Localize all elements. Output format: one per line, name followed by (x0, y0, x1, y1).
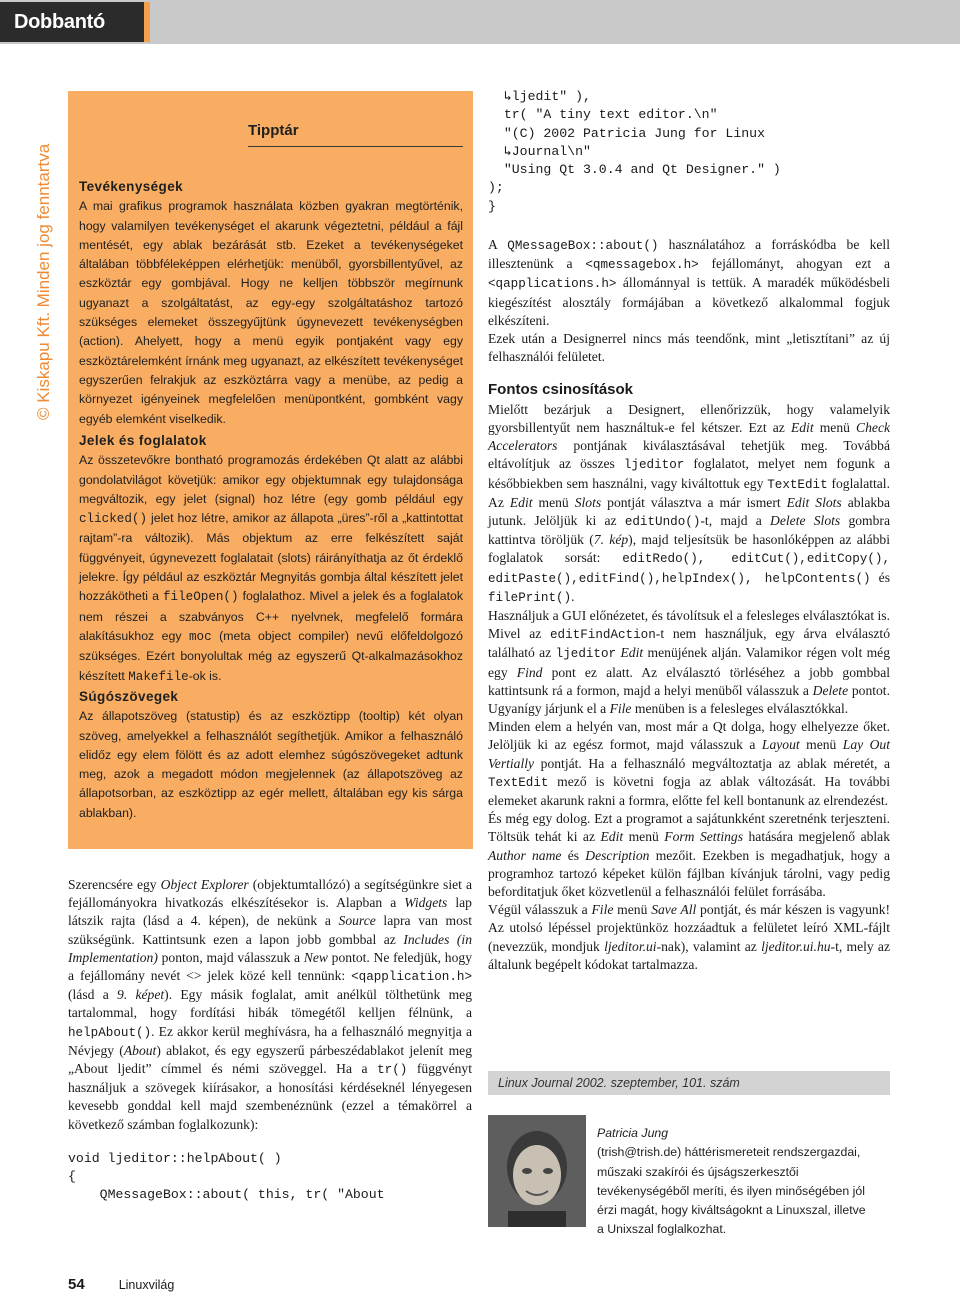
text-run: filePrint() (488, 590, 572, 605)
tip-heading: Jelek és foglalatok (79, 433, 207, 448)
text-run: TextEdit (767, 477, 828, 492)
text-run: File (591, 902, 614, 918)
text-run: menü (623, 829, 665, 845)
text-run: Edit Slots (786, 494, 842, 510)
text-run: menü (799, 737, 843, 753)
text-run: pontját választva a már ismert (601, 494, 787, 510)
text-run: . (571, 588, 575, 604)
text-run: És még egy dolog. Ezt a programot a sajátunkként szeretnénk terjeszteni. Töltsük tehát ki az (488, 811, 890, 845)
text-run: menü (532, 494, 575, 510)
text-run: ablakba jutunk. Jelöljük ki az (488, 494, 890, 528)
author-portrait-icon (488, 1115, 586, 1227)
text-run: Widgets (404, 895, 448, 911)
text-run: ) ablakot, és egy egyszerű párbeszédablakot jelenít meg „About ljedit” címmel és némi szöveggel. Ha a (68, 1042, 473, 1077)
text-run: <qmessagebox.h> (585, 258, 699, 273)
text-run: lap látszik rajta (lásd a 4. képen), de nekünk a (68, 895, 472, 929)
text-run: 9. képet (117, 987, 165, 1003)
text-run: tr() (377, 1063, 408, 1078)
text-run: TextEdit (488, 775, 549, 790)
body-paragraph (488, 401, 890, 607)
text-run: Lay Out Vertially (488, 737, 890, 771)
text-run: Description (585, 847, 650, 863)
right-column (488, 88, 890, 974)
text-run: ljeditor.ui (604, 938, 657, 954)
text-run: Edit (509, 494, 533, 510)
text-run: használatához a forráskódba be kell illesztenünk a (488, 237, 890, 272)
text-run: Form Settings (664, 829, 744, 845)
body-paragraph (488, 236, 890, 330)
text-run: hatására megjelenő ablak (743, 829, 891, 845)
text-run: Használjuk a GUI előnézetet, és távolítsuk el a felesleges elválasztókat is. Mivel az (488, 607, 890, 642)
text-run: ljeditor.ui.hu (761, 938, 831, 954)
text-run: állománnyal is tettük. A maradék működésbeli kiegészítést alosztály formájában a következő alkalommal fogjuk elkészíteni. (488, 275, 890, 328)
page-footer (68, 1276, 174, 1293)
text-run: és (561, 847, 586, 863)
text-run: Save All (651, 902, 697, 918)
text-run: ). Egy másik foglalat, amit anélkül tölthetünk meg tartalommal, hogy fordítási hibák tömegétől kelljen félnünk, a (68, 987, 472, 1021)
text-run: Object Explorer (160, 877, 249, 892)
text-run: -ok is. (188, 668, 222, 683)
text-run: (meta object compiler) nevű előfeldolgozó szükséges. Ezért bonyolultak még az egyszerű Qt-alkalmazásokhoz készített (79, 628, 464, 683)
text-run: foglalathoz. Mivel a jelek és a foglalatok nem részei a szabványos C++ nyelvnek, megfelelő formára alakításukhoz egy (79, 589, 463, 643)
text-run: pontot. Ne feledjük, hogy a fejállomány nevét <> jelek közé kell tennünk: (68, 949, 472, 984)
text-run: . Ez akkor kerül meghívásra, ha a felhasználó megnyitja a Névjegy ( (68, 1023, 472, 1058)
author-bio: (trish@trish.de) háttérismereteit rendszergazdai, műszaki szakírói és újságszerkesztői tevékenységéből meríti, és ilyen minőségében jól érzi magát, hogy kiváltságoknt a Linuxszal, illetve a Unixszal foglalkozhat. (597, 1145, 866, 1237)
author-name: Patricia Jung (597, 1126, 669, 1140)
text-run: jelet hoz létre, amikor az állapota „üres”-ről a „kattintottat rajtam”-ra változik). Más objektum az erre felkészített saját függvényeit, úgynevezett foglalatait (slots) ráirányíthatja az őt érdeklő jelekre. Így például az eszköztár Megnyitás gombja által készített jelet hozzákötheti a (79, 511, 463, 604)
text-run: Delete (812, 682, 849, 698)
text-run: Layout (761, 737, 800, 753)
text-run: pontot. Ugyanígy járjunk el a (488, 682, 890, 716)
text-run: Edit (790, 419, 814, 435)
text-run: pontjának kiválasztásával tehetjük meg. Továbbá eltávolítjuk az összes (488, 438, 890, 472)
tip-paragraph: A mai grafikus programok használata közben gyakran megtörténik, hogy valamilyen tevékenységet el akarunk végeztetni, például a fájl mentését, egy ablak bezárását stb. Ezeket a tevékenységeket általában többféleképpen elérhetjük: menüből, gyorsbillentyűvel, az eszköztár egy gombjával. Hogy ne kelljen többször megírnunk ugyanazt a szolgáltatást, az egy-egy szolgáltatáshoz tartozó szükséges elemeket összegyűjtünk úgynevezett tevékenységben (action). Ahelyett, hogy a menü egyik pontjaként vagy egy eszköztárelemként írnánk meg ugyanazt, az elkészített tevékenységet egyszerűen felrakjuk az eszköztárra vagy a menübe, az pedig a környezet igényeinek megfelelően menüpontként, gombként vagy egyéb elemként viselkedik. (79, 199, 463, 426)
tip-box (68, 91, 473, 849)
body-paragraph (488, 810, 890, 901)
code-block: void ljeditor::helpAbout( ) { QMessageBox::about( this, tr( "About (68, 1150, 385, 1203)
text-run: Find (516, 664, 543, 680)
text-run: Delete Slots (770, 512, 841, 528)
text-run: ), majd teljesítsük be hasonlóképpen az alábbi foglalatok sorsát: (488, 532, 890, 566)
code-run: Makefile (128, 669, 189, 684)
tip-box-title: Tipptár (248, 121, 463, 147)
text-run: foglalattal. Az (488, 475, 890, 510)
text-run: Mielőtt bezárjuk a Designert, ellenőrizzük, hogy valamelyik gyorsbillentyűt nem használtuk-e fel kétszer. Ezt az (488, 401, 890, 435)
text-run: gombra kattintva töröljük ( (488, 512, 890, 548)
tip-paragraph: Az állapotszöveg (statustip) és az eszköztipp (tooltip) két olyan szöveg, amelyekkel a felhasználót segíthetjük. Amikor a felhasználó elidőz egy elem fölött és az adott elemhez súgószövegeket adtunk meg, azok a megadott módon megjelennek (az állapotszöveg az állapotsorban, az eszköztipp az egér mellett, általában egy kis sárga ablakban). (79, 709, 463, 820)
text-run: Minden elem a helyén van, most már a Qt dolga, hogy elhelyezze őket. Jelöljük ki az egész formot, majd válasszuk a (488, 719, 890, 753)
author-info (597, 1124, 867, 1240)
tip-heading: Súgószövegek (79, 689, 179, 704)
text-run: Az összetevőkre bontható programozás érdekében Qt alatt az alábbi gondolatvilágot követjük: amikor egy objektumnak egy tulajdonsága megváltozik, egy jelet (signal) hoz létre (egy gomb például egy (79, 453, 463, 506)
text-run: -t, mely az általunk begépelt kódokat tartalmazza. (488, 938, 890, 972)
body-paragraph: Ezek után a Designerrel nincs más teendőnk, mint „letisztítani” az új felhasználói felületet. (488, 331, 890, 365)
text-run: A (488, 237, 508, 253)
source-note: Linux Journal 2002. szeptember, 101. szám (488, 1071, 890, 1095)
text-run: helpAbout() (68, 1025, 152, 1040)
text-run: menüben is a felesleges elválasztókkal. (631, 700, 849, 716)
magazine-name: Linuxvilág (118, 1278, 175, 1292)
code-run: fileOpen() (162, 590, 239, 605)
text-run: editFindAction (549, 628, 656, 643)
text-run: (objektumtallózó) a segítségünkre siet a fejállományokra hivatkozás elkészítésekor is. Alapban a (68, 877, 473, 911)
copyright-text: © Kiskapu Kft. Minden jog fenntartva (34, 143, 53, 420)
section-tab: Dobbantó (0, 2, 150, 42)
text-run: pontját. Ha a felhasználó megváltoztatja az ablak méretét, a (534, 755, 890, 771)
text-run: menü (813, 419, 857, 435)
text-run: editRedo(), editCut(),editCopy(), editPaste(),editFind(),helpIndex(), helpContents() (488, 552, 890, 586)
text-run: Slots (574, 494, 602, 510)
text-run: Includes (in Implementation) (68, 931, 472, 965)
text-run: Szerencsére egy (68, 877, 161, 892)
text-run: ponton, majd válasszuk a (157, 949, 304, 965)
text-run: About (123, 1042, 157, 1058)
left-column (68, 876, 472, 1205)
text-run: ljeditor (623, 458, 685, 473)
text-run: Author name (488, 847, 562, 863)
text-run: foglalatot, melyet nem fogunk a későbbiekben sem használni, vagy kiváltottuk egy (488, 456, 890, 491)
body-paragraph (488, 718, 890, 810)
text-run: New (303, 949, 328, 965)
text-run: pontját, és már készen is vagyunk! Az utolsó lépéssel projektünköz hozzáadtuk a felületet leíró XML-fájlt (nevezzük, mondjuk (488, 902, 891, 954)
code-block: ↳ljedit" ), tr( "A tiny text editor.\n" "(C) 2002 Patricia Jung for Linux ↳Journal\n" "Using Qt 3.0.4 and Qt Designer." ) ); } (488, 89, 781, 214)
text-run: Végül válasszuk a (488, 902, 592, 918)
text-run: (lásd a (68, 987, 118, 1003)
text-run: Source (338, 913, 376, 929)
text-run: menüjének alján. Valamikor régen volt még egy (488, 645, 891, 680)
text-run: -nak), valamint az (656, 938, 762, 954)
text-run: -t, majd a (700, 512, 771, 528)
text-run: -t nem használjuk, egy árva elválasztó található az (488, 626, 890, 661)
author-photo (488, 1115, 586, 1227)
tip-section-helptexts (79, 687, 463, 823)
text-run: <qapplications.h> (488, 277, 617, 292)
text-run: Edit (600, 829, 624, 845)
text-run: Check Accelerators (488, 419, 891, 454)
text-run: lapra van most szükségünk. Kattintsunk ezen a lapon jobb gombbal az (68, 913, 472, 947)
text-run: Edit (616, 645, 644, 661)
text-run: editUndo() (624, 514, 701, 529)
text-run: <qapplication.h> (351, 970, 472, 985)
text-run: menü (613, 902, 652, 918)
text-run: mezőit. Ezekben is megadhatjuk, hogy a programhoz tartozó képeket külön fájlban kívánjuk tárolni, vagy pedig beforditatjuk őket közvetlenül a felhasználói felület forrásába. (488, 847, 890, 899)
tip-heading: Tevékenységek (79, 179, 184, 194)
text-run: mező is követni fogja az ablak változását. Ha további elemeket akarunk rakni a formra, előtte fel kell bontanunk az elrendezést. (488, 773, 890, 808)
code-run: moc (188, 629, 212, 644)
text-run: ljeditor (555, 647, 617, 662)
body-paragraph (488, 607, 890, 718)
text-run: QMessageBox::about() (507, 239, 659, 254)
page-number: 54 (68, 1276, 85, 1293)
text-run: File (609, 700, 632, 716)
text-run: függvényt használjuk a szövegek kiírásakor, a honosítási kérdéseknél lényegesen kevesebb gonddal kell majd szembenéznünk (ezzel a témakörrel a következő számban foglalkozunk): (68, 1061, 472, 1132)
copyright-vertical (34, 143, 54, 440)
tip-paragraph (79, 451, 463, 687)
body-paragraph (488, 901, 890, 974)
text-run: fejállományt, ahogyan ezt a (698, 256, 890, 272)
text-run: és (870, 569, 890, 585)
tip-section-actions (79, 177, 463, 429)
tip-section-signals (79, 431, 463, 687)
text-run: pont ez alatt. Az elválasztó törléséhez a jobb gombbal kattintsunk rá a formon, majd a helyi menüből válasszuk a (488, 664, 890, 698)
body-paragraph (68, 876, 472, 1134)
code-run: clicked() (79, 512, 148, 527)
text-run: 7. kép (593, 532, 629, 548)
section-heading: Fontos csinosítások (488, 380, 634, 398)
